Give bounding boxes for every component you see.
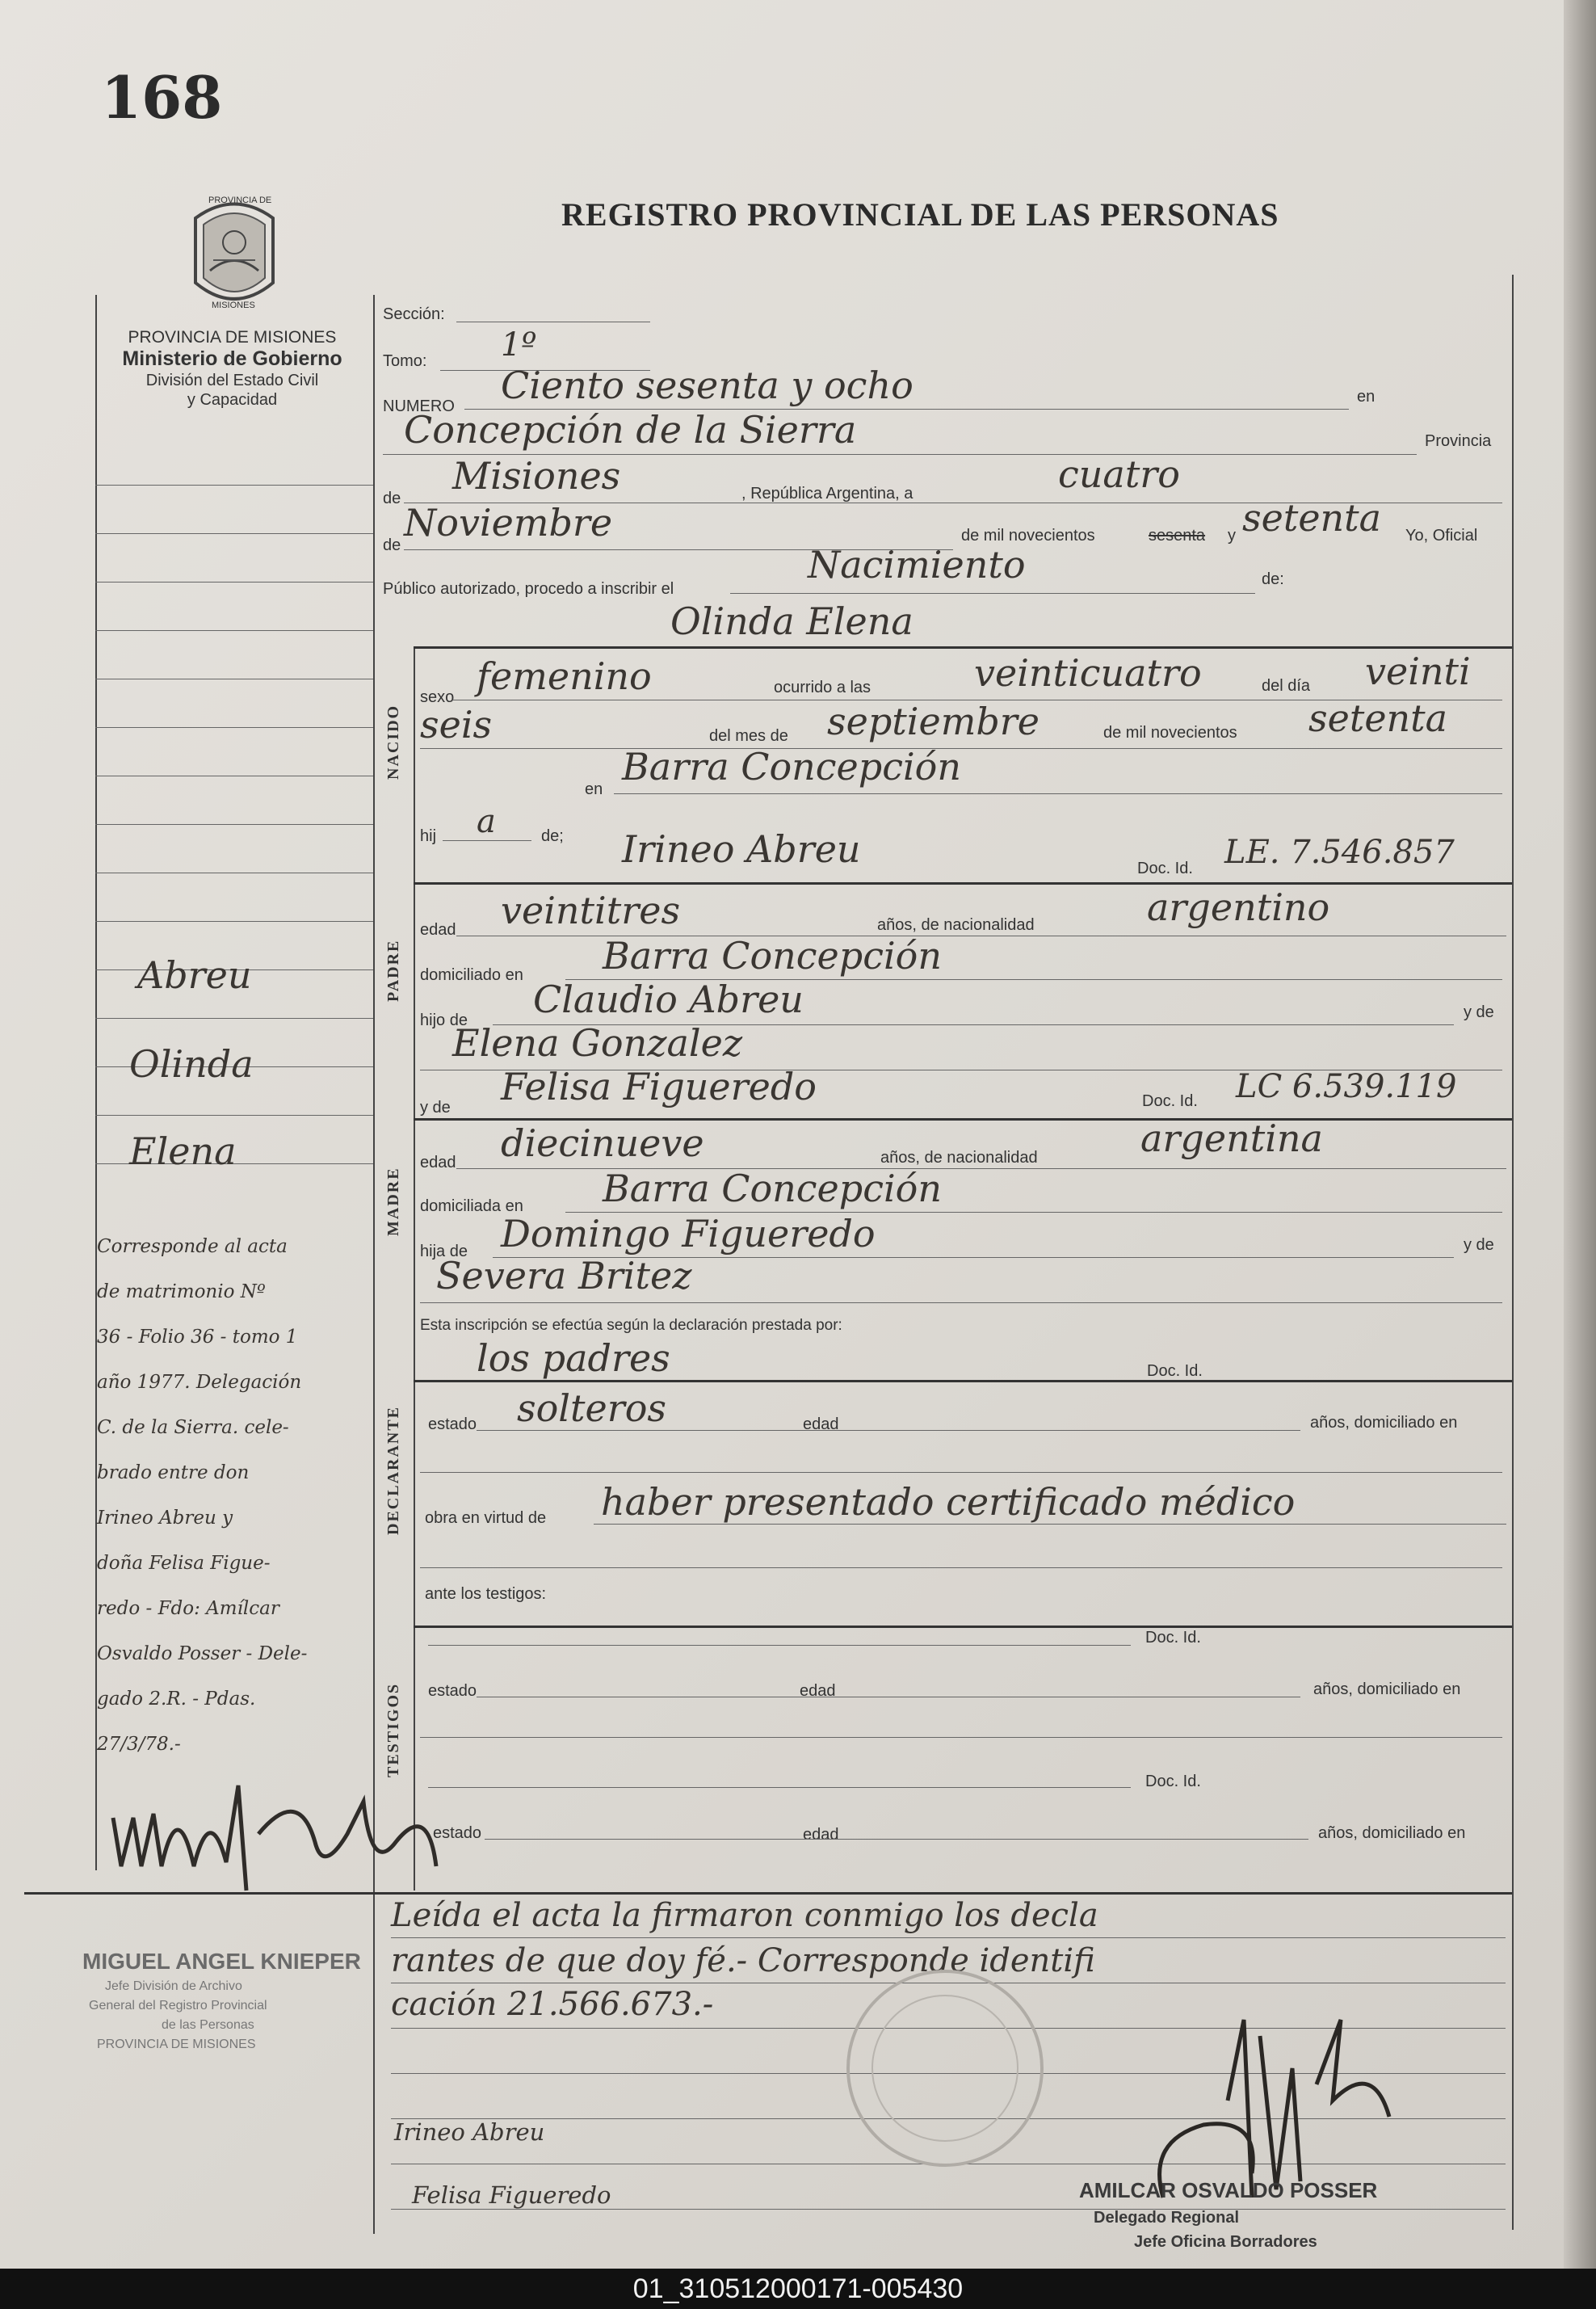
madre-padre-value: Domingo Figueredo xyxy=(501,1212,876,1255)
hij-label: hij xyxy=(420,827,437,845)
margin-rule xyxy=(95,533,373,534)
lugar-nac-value: Barra Concepción xyxy=(622,745,961,789)
del-mes-label: del mes de xyxy=(709,727,788,745)
margin-note-line: de matrimonio Nº xyxy=(97,1281,266,1302)
en-label: en xyxy=(1357,388,1376,406)
obra-line xyxy=(594,1524,1506,1525)
padre-dom-label: domiciliado en xyxy=(420,966,523,984)
dia-texto-value: cuatro xyxy=(1058,452,1180,496)
madre-hija-label: hija de xyxy=(420,1243,468,1260)
de-label-2: de xyxy=(383,536,401,554)
declarante-dom-line xyxy=(420,1472,1502,1473)
obra-label: obra en virtud de xyxy=(425,1509,547,1527)
padre-dom-value: Barra Concepción xyxy=(603,934,942,978)
acto-line xyxy=(730,593,1255,594)
dia-nac-1-value: veinti xyxy=(1365,650,1471,693)
page-title: REGISTRO PROVINCIAL DE LAS PERSONAS xyxy=(561,196,1279,233)
madre-line xyxy=(414,1118,1512,1121)
numero-label: NUMERO xyxy=(383,397,455,415)
margin-rule xyxy=(95,921,373,922)
margin-apellido: Abreu xyxy=(137,953,252,997)
page-edge xyxy=(1564,0,1596,2269)
obra-value: haber presentado certificado médico xyxy=(601,1480,1296,1524)
de-semicolon-label: de; xyxy=(541,827,564,845)
margin-note-line: Osvaldo Posser - Dele- xyxy=(97,1643,308,1664)
testigo1-anos-label: años, domiciliado en xyxy=(1313,1680,1461,1698)
tomo-value: 1º xyxy=(501,326,537,364)
margin-rule xyxy=(95,1018,373,1019)
margin-note-line: gado 2.R. - Pdas. xyxy=(97,1689,256,1710)
testigo2-estado-label: estado xyxy=(433,1824,482,1842)
folio-number: 168 xyxy=(101,63,223,132)
de-label-1: de xyxy=(383,490,401,507)
sections-inner-line xyxy=(414,646,415,1891)
province-seal-icon xyxy=(179,194,289,317)
firma-madre: Felisa Figueredo xyxy=(412,2181,611,2209)
y-label: y xyxy=(1228,527,1236,545)
padre-hijo-label: hijo de xyxy=(420,1012,468,1029)
madre-dom-label: domiciliada en xyxy=(420,1197,523,1215)
seccion-label: Sección: xyxy=(383,305,445,323)
madre-doc-value: LC 6.539.119 xyxy=(1236,1068,1457,1105)
madre-madre-line xyxy=(420,1302,1502,1303)
margin-note-line: C. de la Sierra. cele- xyxy=(97,1417,289,1438)
madre-y-de-label: y de xyxy=(420,1099,451,1117)
lugar-value: Concepción de la Sierra xyxy=(404,408,857,452)
testigo1-edad-label: edad xyxy=(800,1682,836,1700)
margin-nombre-2: Elena xyxy=(129,1129,237,1173)
mes-value: Noviembre xyxy=(404,501,613,545)
padre-line xyxy=(414,882,1512,885)
cierre-line-3: cación 21.566.673.- xyxy=(391,1986,714,2023)
margin-rule xyxy=(95,727,373,728)
seal-text-bottom: MISIONES xyxy=(212,301,255,310)
anio-nac-value: setenta xyxy=(1308,696,1448,740)
dia-nac-line xyxy=(420,748,1502,749)
archive-stamp-line5: PROVINCIA DE MISIONES xyxy=(97,2038,256,2051)
testigos-top-line xyxy=(414,1626,1512,1628)
cierre-line-2: rantes de que doy fé.- Corresponde identifi xyxy=(391,1942,1095,1979)
testigo1-name-line xyxy=(428,1645,1131,1646)
margin-rule xyxy=(95,630,373,631)
ante-testigos-label: ante los testigos: xyxy=(425,1585,547,1603)
archive-stamp-line2: Jefe División de Archivo xyxy=(105,1979,242,1993)
hora-value: veinticuatro xyxy=(974,651,1202,695)
left-frame-line xyxy=(95,295,97,1870)
publico-label: Público autorizado, procedo a inscribir el xyxy=(383,580,674,598)
margin-note-line: Irineo Abreu y xyxy=(97,1508,233,1529)
madre-section-label: MADRE xyxy=(384,1167,402,1236)
cierre-line-1: Leída el acta la firmaron conmigo los decla xyxy=(391,1897,1098,1934)
sesenta-label: sesenta xyxy=(1149,527,1206,545)
margin-note-line: doña Felisa Figue- xyxy=(97,1553,271,1574)
testigos-section-label: TESTIGOS xyxy=(384,1682,402,1777)
registry-round-stamp xyxy=(840,1963,1050,2173)
officer-stamp-title: Delegado Regional xyxy=(1094,2209,1240,2227)
del-dia-label: del día xyxy=(1262,677,1311,695)
madre-name-value: Felisa Figueredo xyxy=(501,1065,817,1108)
image-id-footer: 01_310512000171-005430 xyxy=(0,2269,1596,2309)
margin-note-line: 36 - Folio 36 - tomo 1 xyxy=(97,1327,298,1348)
archive-stamp-line4: de las Personas xyxy=(162,2018,254,2032)
margin-nombre-1: Olinda xyxy=(129,1042,254,1086)
madre-nac-value: argentina xyxy=(1140,1117,1323,1160)
republica-label: , República Argentina, a xyxy=(741,485,914,503)
de-mil-label: de mil novecientos xyxy=(961,527,1095,545)
right-frame-line xyxy=(1512,275,1514,2230)
declarante-estado-line xyxy=(477,1430,1300,1431)
madre-edad-label: edad xyxy=(420,1154,456,1171)
tomo-label: Tomo: xyxy=(383,352,427,370)
provincia-value: Misiones xyxy=(452,454,621,498)
padre-madre-value: Elena Gonzalez xyxy=(452,1021,743,1065)
padre-edad-value: veintitres xyxy=(501,889,681,932)
padre-nac-value: argentino xyxy=(1147,885,1330,929)
declarante-value: los padres xyxy=(477,1336,670,1380)
sexo-label: sexo xyxy=(420,688,455,706)
padre-doc-value: LE. 7.546.857 xyxy=(1224,834,1455,871)
testigo2-doc-label: Doc. Id. xyxy=(1145,1773,1201,1790)
margin-rule xyxy=(95,1115,373,1116)
madre-madre-value: Severa Britez xyxy=(436,1254,692,1297)
testigo2-name-line xyxy=(428,1787,1131,1788)
margin-note-line: 27/3/78.- xyxy=(97,1734,181,1755)
madre-y-de-2-label: y de xyxy=(1464,1236,1494,1254)
madre-dom-value: Barra Concepción xyxy=(603,1167,942,1210)
ocurrido-label: ocurrido a las xyxy=(774,679,872,696)
margin-note-line: año 1977. Delegación xyxy=(97,1372,302,1393)
cierre-rule-1 xyxy=(391,1937,1506,1938)
mes-nac-value: septiembre xyxy=(827,700,1040,743)
de-mil-nov-label: de mil novecientos xyxy=(1103,724,1237,742)
center-frame-line xyxy=(373,295,375,2234)
ministry-block xyxy=(93,328,372,410)
testigo1-dom-line xyxy=(420,1737,1502,1738)
nombre-line xyxy=(414,646,1512,649)
obra-line-2 xyxy=(420,1567,1502,1568)
margin-note-line: brado entre don xyxy=(97,1462,250,1483)
margin-note-line: redo - Fdo: Amílcar xyxy=(97,1598,279,1619)
declarante-section-label: DECLARANTE xyxy=(384,1405,402,1535)
sexo-value: femenino xyxy=(477,654,652,698)
padre-edad-label: edad xyxy=(420,921,456,939)
margin-note-line: Corresponde al acta xyxy=(97,1236,288,1257)
firma-padre: Irineo Abreu xyxy=(394,2118,545,2146)
margin-signature xyxy=(105,1769,444,1899)
ministry-name: Ministerio de Gobierno xyxy=(122,347,342,370)
anio-value: setenta xyxy=(1242,496,1382,540)
testigo2-edad-label: edad xyxy=(803,1826,839,1844)
declarante-edad-label: edad xyxy=(803,1415,839,1433)
provincia-label: Provincia xyxy=(1425,432,1492,450)
padre-nac-label: años, de nacionalidad xyxy=(877,916,1035,934)
margin-rule xyxy=(95,485,373,486)
seal-text-top: PROVINCIA DE xyxy=(208,196,272,205)
declarante-estado-value: solteros xyxy=(517,1386,667,1430)
archive-stamp-line3: General del Registro Provincial xyxy=(89,1999,267,2012)
declarante-doc-label: Doc. Id. xyxy=(1147,1362,1203,1380)
margin-rule xyxy=(95,582,373,583)
yo-oficial-label: Yo, Oficial xyxy=(1405,527,1478,545)
hij-suffix-value: a xyxy=(477,803,496,840)
lugar-nac-line xyxy=(614,793,1502,794)
testigo1-doc-label: Doc. Id. xyxy=(1145,1629,1201,1647)
padre-y-de-label: y de xyxy=(1464,1003,1494,1021)
ministry-division: División del Estado Civil xyxy=(145,372,319,389)
de-colon-label: de: xyxy=(1262,570,1284,588)
madre-doc-label: Doc. Id. xyxy=(1142,1092,1198,1110)
madre-nac-label: años, de nacionalidad xyxy=(880,1149,1038,1167)
padre-section-label: PADRE xyxy=(384,939,402,1002)
esta-inscripcion-label: Esta inscripción se efectúa según la declaración prestada por: xyxy=(420,1317,842,1334)
archive-stamp-name: MIGUEL ANGEL KNIEPER xyxy=(82,1949,361,1974)
testigo2-estado-line xyxy=(485,1839,1308,1840)
padre-padre-value: Claudio Abreu xyxy=(533,978,804,1021)
margin-rule xyxy=(95,824,373,825)
en-nac-label: en xyxy=(585,780,603,798)
nacido-section-label: NACIDO xyxy=(384,704,402,780)
dia-nac-2-value: seis xyxy=(420,703,493,747)
officer-stamp-office: Jefe Oficina Borradores xyxy=(1134,2233,1317,2251)
ministry-capacity: y Capacidad xyxy=(187,391,278,409)
ministry-province: PROVINCIA DE MISIONES xyxy=(128,328,337,347)
testigo1-estado-label: estado xyxy=(428,1682,477,1700)
madre-edad-value: diecinueve xyxy=(501,1121,704,1165)
acto-value: Nacimiento xyxy=(808,543,1026,587)
padre-doc-label: Doc. Id. xyxy=(1137,860,1193,877)
officer-stamp-name: AMILCAR OSVALDO POSSER xyxy=(1079,2178,1378,2202)
declarante-line xyxy=(414,1380,1512,1382)
declarante-estado-label: estado xyxy=(428,1415,477,1433)
declarante-anos-label: años, domiciliado en xyxy=(1310,1414,1458,1432)
numero-value: Ciento sesenta y ocho xyxy=(501,364,914,407)
hij-line xyxy=(443,840,531,841)
padre-name-value: Irineo Abreu xyxy=(622,827,861,871)
testigo2-anos-label: años, domiciliado en xyxy=(1318,1824,1466,1842)
nombre-value: Olinda Elena xyxy=(670,599,914,643)
